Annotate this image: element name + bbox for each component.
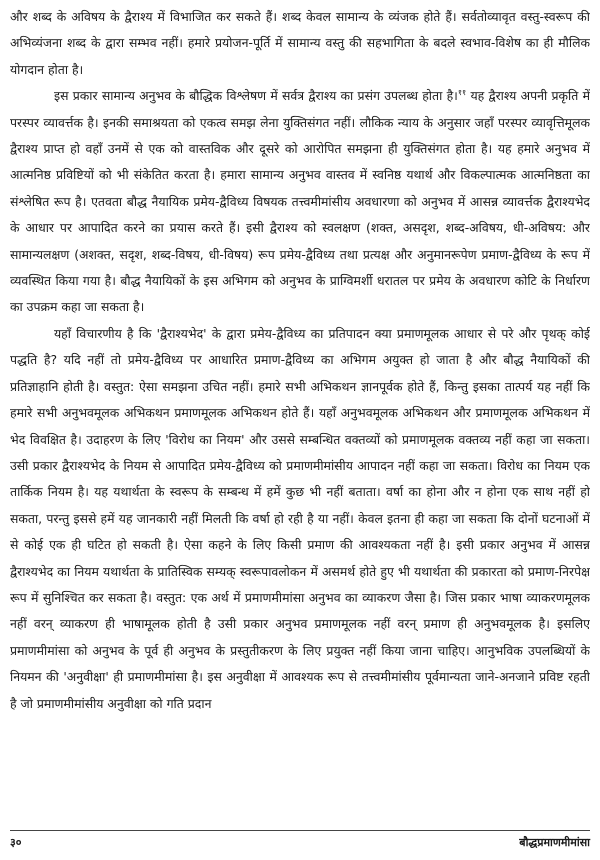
paragraph-2 — [10, 83, 590, 321]
page-footer — [10, 830, 590, 853]
running-title: बौद्धप्रमाणमीमांसा — [519, 836, 590, 849]
page-body — [10, 4, 590, 824]
paragraph-1: और शब्द के अविषय के द्वैराश्य में विभाजित कर सकते हैं। शब्द केवल सामान्य के व्यंजक होते हैं। सर्वतोव्यावृत वस्तु-स्वरूप की अभिव्यंजना शब्द के द्वारा सम्भव नहीं। हमारे प्रयोजन-पूर्ति में सामान्य वस्तु की सहभागिता के बदले स्वभाव-विशेष का ही मौलिक योगदान होता है। — [10, 9, 590, 77]
paragraph-2-text: इस प्रकार सामान्य अनुभव के बौद्धिक विश्लेषण में सर्वत्र द्वैराश्य का प्रसंग उपलब्ध होता है। — [54, 88, 458, 104]
paragraph-3: यहाँ विचारणीय है कि 'द्वैराश्यभेद' के द्वारा प्रमेय-द्वैविध्य का प्रतिपादन क्या प्रमाणमूलक आधार से परे और पृथक् कोई पद्धति है? यदि नहीं तो प्रमेय-द्वैविध्य पर आधारित प्रमाण-द्वैविध्य का अभिगम अयुक्त हो जाता है और बौद्ध नैयायिकों की प्रतिज्ञाहानि होती है। वस्तुत: ऐसा समझना उचित नहीं। हमारे सभी अभिकथन ज्ञानपूर्वक होते हैं, किन्तु इसका तात्पर्य यह नहीं कि हमारे सभी अनुभवमूलक अभिकथन प्रमाणमूलक अभिकथन होते हैं। यहाँ अनुभवमूलक अभिकथन और प्रमाणमूलक अभिकथन में भेद विवक्षित है। उदाहरण के लिए 'विरोध का नियम' और उससे सम्बन्धित वक्तव्यों को प्रमाणमूलक वक्तव्य नहीं कहा जा सकता। उसी प्रकार द्वैराश्यभेद के नियम से आपादित प्रमेय-द्वैविध्य को प्रमाणमीमांसीय आपादन नहीं कहा जा सकता। विरोध का नियम एक तार्किक नियम है। यह यथार्थता के स्वरूप के सम्बन्ध में हमें कुछ भी नहीं बताता। वर्षा का होना और न होना एक साथ नहीं हो सकता, परन्तु इससे हमें यह जानकारी नहीं मिलती कि वर्षा हो रही है या नहीं। केवल इतना ही कहा जा सकता कि दोनों घटनाओं में से कोई एक ही घटित हो सकती है। ऐसा कहने के लिए किसी प्रमाण की आवश्यकता नहीं है। इसी प्रकार अनुभव में आसन्न द्वैराश्यभेद का नियम यथार्थता के प्रातिस्विक सम्यक् स्वरूपावलोकन में असमर्थ होते हुए भी यथार्थता की प्रकारता को प्रमाण-निरपेक्ष रूप में सुनिश्चित कर सकता है। वस्तुत: एक अर्थ में प्रमाणमीमांसा अनुभव का व्याकरण जैसा है। जिस प्रकार भाषा व्याकरणमूलक नहीं वरन् व्याकरण ही भाषामूलक होती है उसी प्रकार अनुभव प्रमाणमूलक नहीं वरन् प्रमाण ही अनुभवमूलक है। इसलिए प्रमाणमीमांसा को अनुभव के पूर्व ही अनुभव के प्रस्तुतीकरण के लिए प्रयुक्त नहीं किया जाना चाहिए। आनुभविक उपलब्धियों के नियमन की 'अनुवीक्षा' ही प्रमाणमीमांसा है। इस अनुवीक्षा में आवश्यक रूप से तत्त्वमीमांसीय पूर्वमान्यता जाने-अनजाने प्रविष्ट रहती है जो प्रमाणमीमांसीय अनुवीक्षा को गति प्रदान — [10, 325, 590, 711]
page-number: ३० — [10, 836, 22, 849]
paragraph-2-rest: यह द्वैराश्य अपनी प्रकृति में परस्पर व्यावर्त्तक है। इनकी समाश्रयता को एकत्व समझ लेना युक्तिसंगत नहीं। लौकिक न्याय के अनुसार जहाँ परस्पर व्यावृत्तिमूलक द्वैराश्य प्राप्त हो वहाँ उनमें से एक को वास्तविक और दूसरे को आरोपित समझना ही युक्तिसंगत होता है। यह हमारे अनुभव में आत्मनिष्ठ प्रविष्टियों को भी संकेतित करता है। हमारा सामान्य अनुभव वास्तव में स्वनिष्ठ यथार्थ और विकल्पात्मक आत्मनिष्ठता का संश्लेषित रूप है। एतवता बौद्ध नैयायिक प्रमेय-द्वैविध्य विषयक तत्त्वमीमांसीय अवधारणा को अनुभव में आसन्न व्यावर्त्तक द्वैराश्यभेद के आधार पर आपादित करने का प्रयास करते हैं। इसी द्वैराश्य को स्वलक्षण (शक्त, असदृश, शब्द-अविषय, धी-अविषय: और सामान्यलक्षण (अशक्त, सदृश, शब्द-विषय, धी-विषय) रूप प्रमेय-द्वैविध्य तथा प्रत्यक्ष और अनुमानरूपेण प्रमाण-द्वैविध्य के रूप में व्यवस्थित किया गया है। बौद्ध नैयायिकों के इस अभिगम को अनुभव के प्राग्विमर्शी धरातल पर प्रमेय के अवधारण कोटि के निर्धारण का उपक्रम कहा जा सकता है। — [10, 88, 590, 315]
footnote-reference: ११ — [457, 88, 467, 98]
